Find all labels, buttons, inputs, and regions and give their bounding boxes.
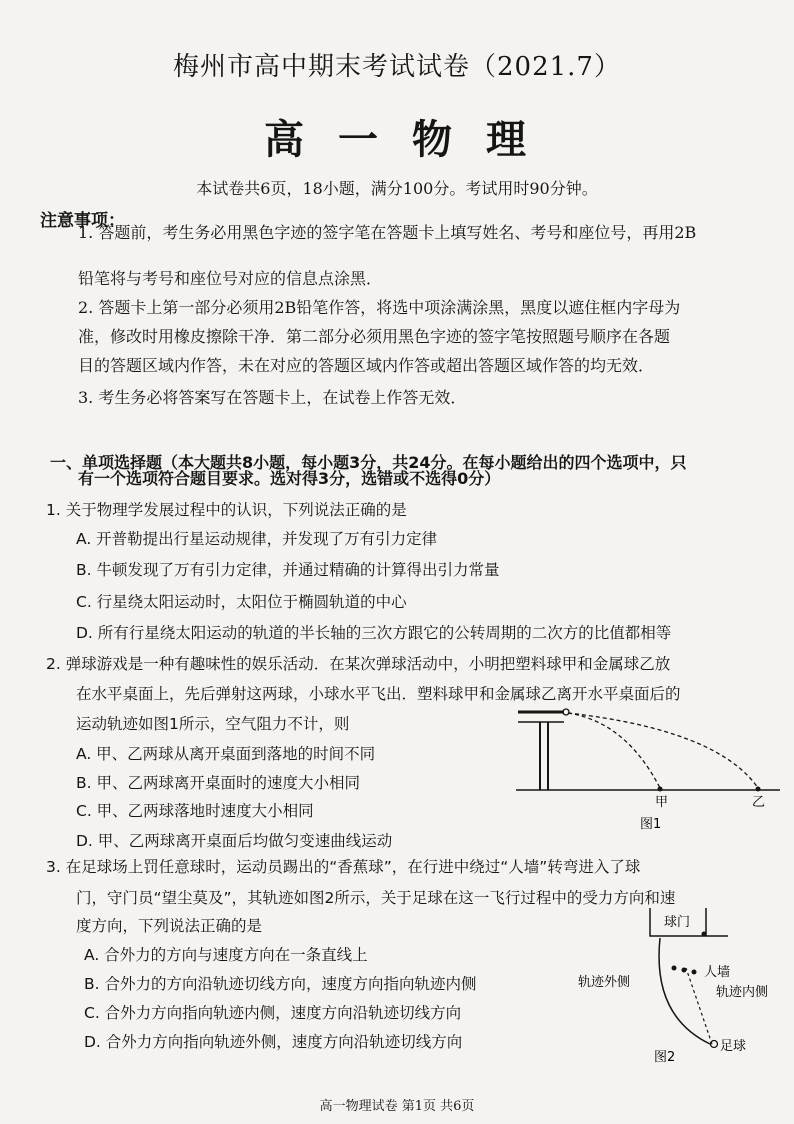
trajectory-yi: [568, 713, 758, 788]
question-3-option-a: A. 合外力的方向与速度方向在一条直线上: [84, 946, 368, 964]
note-line: 目的答题区域内作答，未在对应的答题区域内作答或超出答题区域作答的均无效．: [78, 356, 655, 375]
note-line: 准，修改时用橡皮擦除干净．第二部分必须用黑色字迹的签字笔按照题号顺序在各题: [78, 327, 671, 346]
question-3-stem: 度方向，下列说法正确的是: [76, 917, 263, 935]
inner-side-label: 轨迹内侧: [716, 985, 769, 1000]
question-1-option-c: C. 行星绕太阳运动时，太阳位于椭圆轨道的中心: [76, 593, 407, 611]
question-2-stem: 2. 弹球游戏是一种有趣味性的娱乐活动．在某次弹球活动中，小明把塑料球甲和金属球乙放: [46, 655, 671, 673]
wall-label: 人墙: [704, 965, 731, 980]
figure-2: [578, 896, 778, 1068]
banana-trajectory: [659, 938, 710, 1044]
question-1-option-d: D. 所有行星绕太阳运动的轨道的半长轴的三次方跟它的公转周期的二次方的比值都相等: [76, 624, 672, 642]
question-1-option-b: B. 牛顿发现了万有引力定律，并通过精确的计算得出引力常量: [76, 561, 500, 579]
wall-player: [692, 970, 697, 975]
question-1-option-a: A. 开普勒提出行星运动规律，并发现了万有引力定律: [76, 530, 438, 548]
question-3-option-b: B. 合外力的方向沿轨迹切线方向，速度方向指向轨迹内侧: [84, 975, 477, 993]
question-3-stem: 门，守门员“望尘莫及”，其轨迹如图2所示，关于足球在这一飞行过程中的受力方向和速: [76, 889, 676, 907]
note-line: 2. 答题卡上第一部分必须用2B铅笔作答，将选中项涂满涂黑，黑度以遮住框内字母为: [78, 298, 681, 317]
note-line: 1. 答题前，考生务必用黑色字迹的签字笔在答题卡上填写姓名、考号和座位号，再用2B: [78, 223, 697, 242]
football-label: 足球: [720, 1039, 747, 1054]
question-2-stem: 在水平桌面上，先后弹射这两球，小球水平飞出．塑料球甲和金属球乙离开水平桌面后的: [76, 685, 681, 703]
label-yi: 乙: [752, 795, 766, 810]
landing-point-jia: [658, 787, 663, 792]
exam-info: 本试卷共6页，18小题，满分100分。考试用时90分钟。: [196, 179, 598, 198]
question-3-option-d: D. 合外力方向指向轨迹外侧，速度方向沿轨迹切线方向: [84, 1033, 463, 1051]
notes-heading: 注意事项：: [40, 211, 125, 231]
question-2-option-d: D. 甲、乙两球离开桌面后均做匀变速曲线运动: [76, 832, 393, 850]
question-2-option-c: C. 甲、乙两球落地时速度大小相同: [76, 802, 314, 820]
landing-point-yi: [756, 787, 761, 792]
exam-header-title: 梅州市高中期末考试试卷（2021.7）: [173, 52, 621, 82]
section-heading: 一、单项选择题（本大题共8小题，每小题3分，共24分。在每小题给出的四个选项中，只: [50, 453, 687, 472]
question-1-stem: 1. 关于物理学发展过程中的认识，下列说法正确的是: [46, 501, 407, 519]
goal-label: 球门: [664, 915, 691, 930]
ball-in-goal: [702, 932, 707, 937]
label-jia: 甲: [655, 795, 669, 810]
question-2-option-b: B. 甲、乙两球离开桌面时的速度大小相同: [76, 774, 360, 792]
section-heading-cont: 有一个选项符合题目要求。选对得3分，选错或不选得0分）: [78, 469, 501, 488]
figure-2-caption: 图2: [654, 1050, 676, 1065]
subject-title: 高一物理: [264, 116, 560, 163]
figure-1: [508, 700, 788, 840]
wall-player: [672, 966, 677, 971]
page-footer: 高一物理试卷 第1页 共6页: [319, 1099, 475, 1114]
question-3-option-c: C. 合外力方向指向轨迹内侧，速度方向沿轨迹切线方向: [84, 1004, 462, 1022]
question-3-stem: 3. 在足球场上罚任意球时，运动员踢出的“香蕉球”，在行进中绕过“人墙”转弯进入了球: [46, 858, 641, 876]
wall-player: [682, 968, 687, 973]
note-line: 铅笔将与考号和座位号对应的信息点涂黑．: [78, 269, 383, 288]
outer-side-label: 轨迹外侧: [578, 975, 631, 990]
figure-1-caption: 图1: [640, 817, 662, 832]
question-2-option-a: A. 甲、乙两球从离开桌面到落地的时间不同: [76, 745, 376, 763]
question-2-stem: 运动轨迹如图1所示，空气阻力不计，则: [76, 715, 350, 733]
trajectory-jia: [568, 713, 660, 788]
note-line: 3. 考生务必将答案写在答题卡上，在试卷上作答无效．: [78, 388, 467, 407]
